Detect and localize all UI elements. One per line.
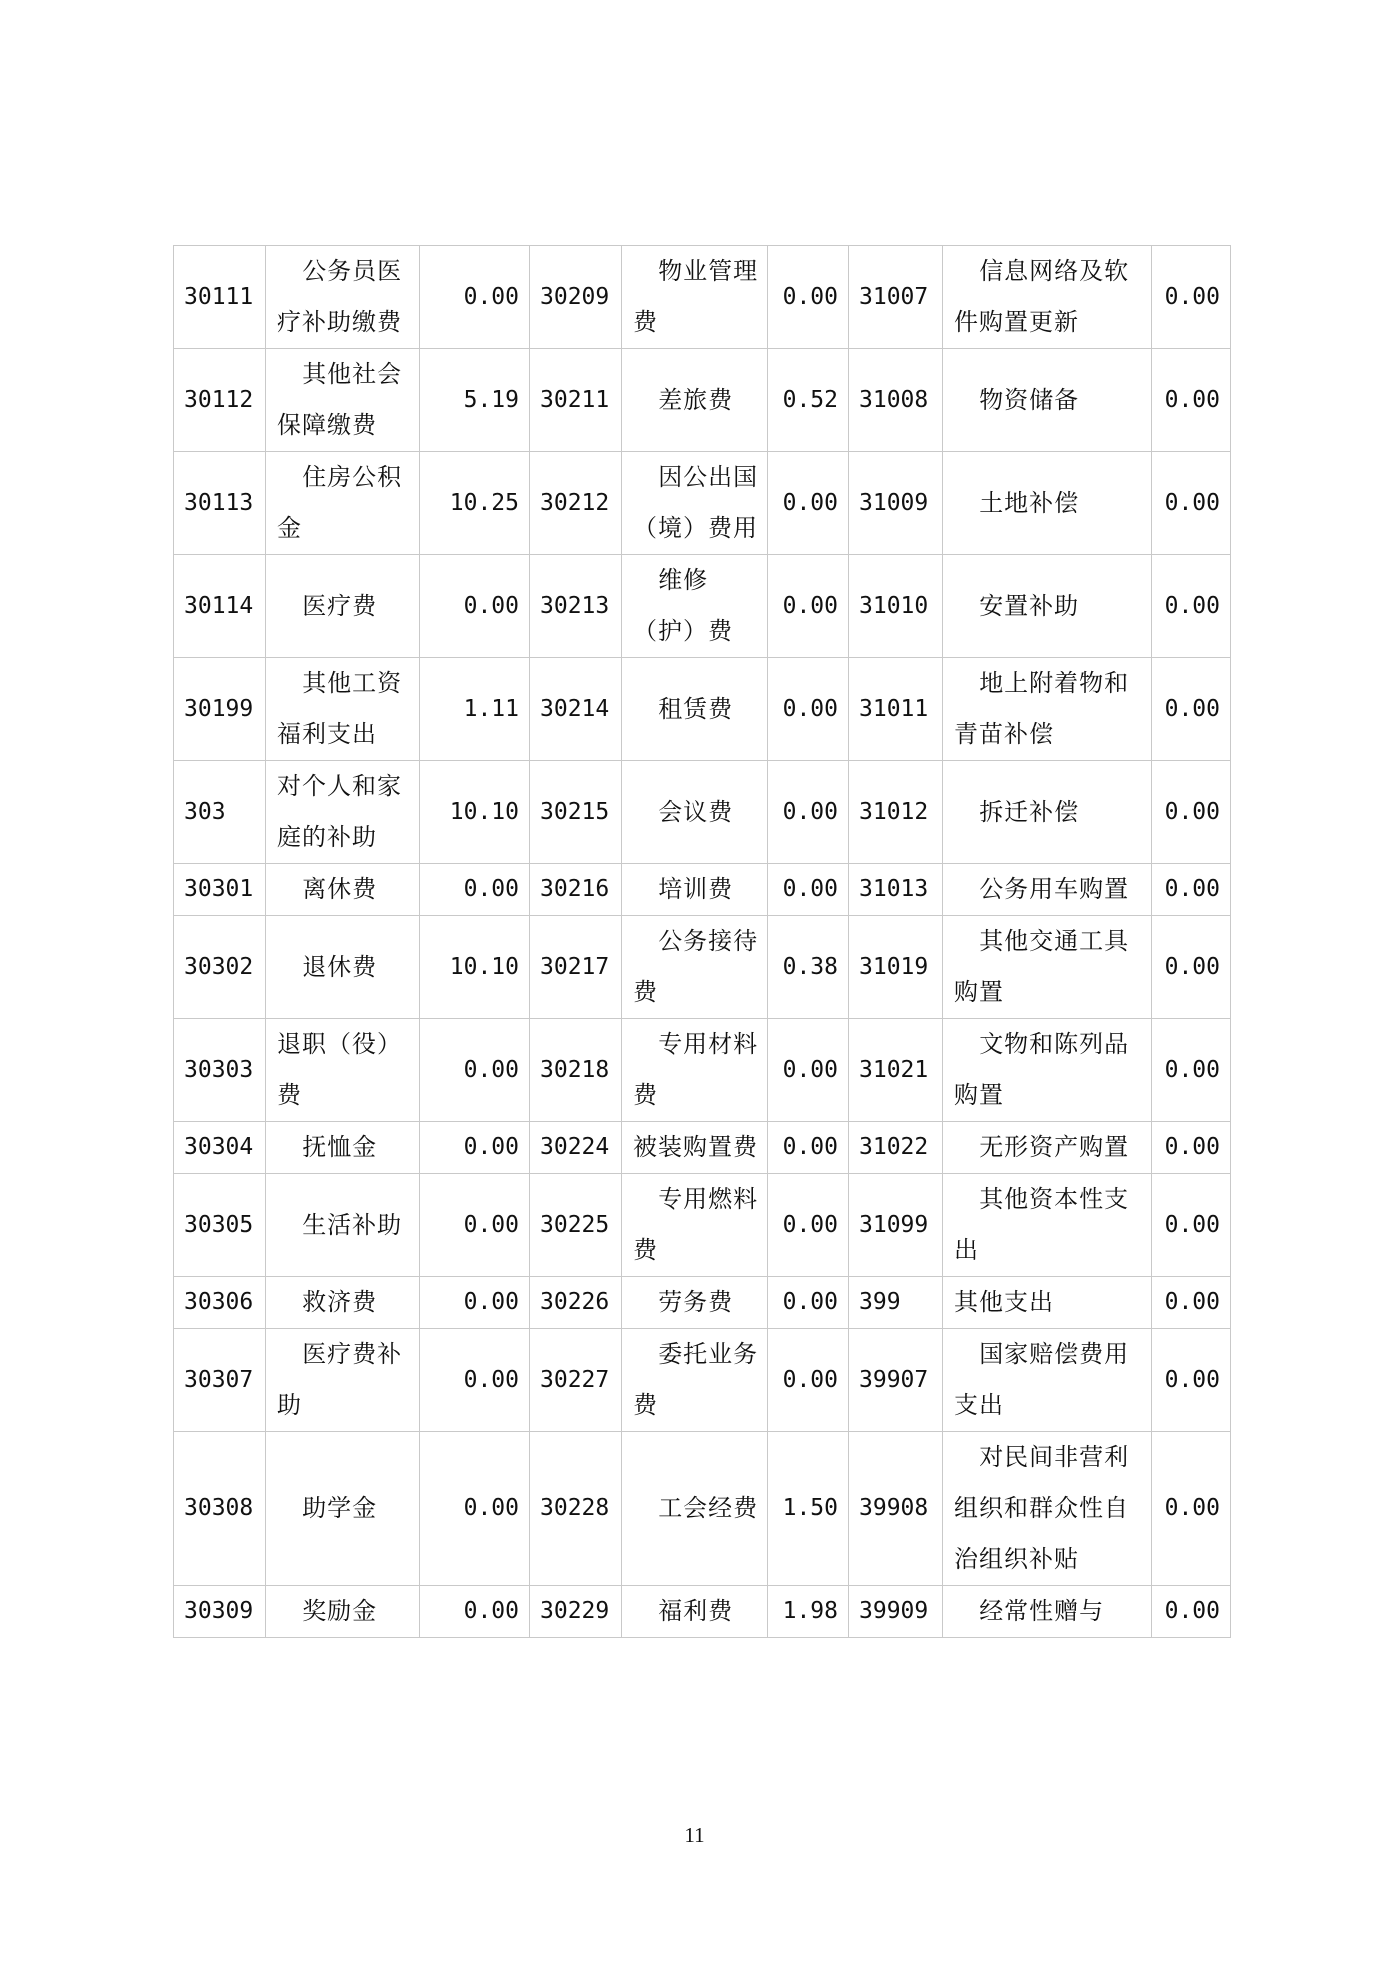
account-code-cell: 399 [849,1277,943,1329]
account-code-cell: 30309 [174,1586,266,1638]
account-name-text: 公务接待费 [633,927,759,1006]
amount-cell: 0.00 [1152,1432,1231,1586]
account-name-cell [943,761,1152,864]
account-name-cell [266,1329,420,1432]
account-code-cell: 30301 [174,864,266,916]
amount-cell: 0.38 [768,916,849,1019]
account-code-cell: 31010 [849,555,943,658]
account-code-cell: 30199 [174,658,266,761]
expenditure-table-container [173,245,1231,1638]
account-name-text: 福利费 [658,1597,734,1625]
amount-cell: 0.00 [768,555,849,658]
account-name-text: 差旅费 [658,385,734,414]
account-name-cell [266,916,420,1019]
account-code-cell: 39909 [849,1586,943,1638]
account-code-cell: 30224 [530,1122,622,1174]
account-name-text: 工会经费 [658,1494,759,1522]
account-name-text: 退职（役）费 [277,1030,402,1109]
account-name-text: 其他交通工具购置 [954,927,1130,1006]
account-code-cell: 30214 [530,658,622,761]
account-name-cell [622,1432,768,1586]
account-name-text: 住房公积金 [277,463,403,542]
amount-cell: 0.00 [1152,658,1231,761]
account-code-cell: 30229 [530,1586,622,1638]
account-name-text: 医疗费 [302,591,378,620]
page-number: 11 [684,1823,705,1847]
amount-cell: 0.00 [420,1329,530,1432]
account-name-text: 信息网络及软件购置更新 [954,257,1130,336]
account-name-cell [943,1432,1152,1586]
account-name-cell [943,1174,1152,1277]
table-row [174,864,1231,916]
account-name-cell [943,246,1152,349]
account-name-cell [943,555,1152,658]
account-name-text: 生活补助 [302,1210,403,1239]
amount-cell: 0.00 [1152,1277,1231,1329]
amount-cell: 0.00 [420,1019,530,1122]
amount-cell: 0.00 [768,658,849,761]
amount-cell: 0.00 [420,1432,530,1586]
account-name-cell [943,452,1152,555]
account-name-cell [622,555,768,658]
amount-cell: 1.11 [420,658,530,761]
account-name-cell [266,452,420,555]
amount-cell: 0.00 [1152,1586,1231,1638]
account-code-cell: 30212 [530,452,622,555]
account-name-cell [622,349,768,452]
account-name-cell [266,1019,420,1122]
account-code-cell: 30308 [174,1432,266,1586]
amount-cell: 0.00 [1152,1329,1231,1432]
account-name-text: 退休费 [302,952,378,981]
table-row [174,1122,1231,1174]
amount-cell: 0.00 [1152,761,1231,864]
account-code-cell: 30304 [174,1122,266,1174]
amount-cell: 0.00 [420,1122,530,1174]
account-name-text: 被装购置费 [633,1133,758,1161]
account-name-cell [622,658,768,761]
amount-cell: 0.00 [768,246,849,349]
account-name-text: 其他社会保障缴费 [277,360,403,439]
account-name-text: 抚恤金 [302,1133,378,1161]
account-name-text: 国家赔偿费用支出 [954,1340,1130,1419]
account-name-text: 租赁费 [658,694,734,723]
table-row [174,349,1231,452]
amount-cell: 0.00 [1152,1122,1231,1174]
account-name-cell [622,1174,768,1277]
amount-cell: 0.00 [1152,864,1231,916]
account-name-cell [266,349,420,452]
account-name-cell [266,864,420,916]
account-name-cell [266,555,420,658]
account-name-cell [622,1122,768,1174]
account-code-cell: 30307 [174,1329,266,1432]
table-row [174,452,1231,555]
table-row [174,1174,1231,1277]
account-name-text: 其他支出 [954,1288,1054,1316]
amount-cell: 0.00 [768,1019,849,1122]
amount-cell: 0.00 [1152,246,1231,349]
account-name-cell [266,1277,420,1329]
account-name-text: 离休费 [302,875,378,903]
account-name-cell [943,658,1152,761]
account-code-cell: 30225 [530,1174,622,1277]
account-code-cell: 30306 [174,1277,266,1329]
account-code-cell: 303 [174,761,266,864]
account-name-text: 专用材料费 [633,1030,759,1109]
expenditure-table [173,245,1231,1638]
amount-cell: 0.00 [1152,452,1231,555]
table-row [174,1277,1231,1329]
amount-cell: 0.52 [768,349,849,452]
account-name-text: 会议费 [658,797,734,826]
amount-cell: 0.00 [768,452,849,555]
account-name-text: 其他资本性支出 [954,1185,1130,1264]
amount-cell: 0.00 [768,1174,849,1277]
account-code-cell: 30217 [530,916,622,1019]
amount-cell: 0.00 [420,246,530,349]
account-name-cell [622,452,768,555]
account-name-text: 对个人和家庭的补助 [277,772,402,851]
account-name-cell [622,1277,768,1329]
account-name-text: 专用燃料费 [633,1185,759,1264]
amount-cell: 10.10 [420,916,530,1019]
account-name-text: 对民间非营利组织和群众性自治组织补贴 [954,1443,1130,1573]
account-name-cell [266,658,420,761]
amount-cell: 0.00 [768,1277,849,1329]
table-row [174,555,1231,658]
table-row [174,1432,1231,1586]
account-name-text: 物资储备 [979,385,1080,414]
account-name-text: 助学金 [302,1494,378,1522]
table-row [174,916,1231,1019]
account-name-text: 拆迁补偿 [979,797,1080,826]
account-code-cell: 30302 [174,916,266,1019]
account-name-text: 救济费 [302,1288,378,1316]
account-name-cell [943,1329,1152,1432]
table-row [174,761,1231,864]
account-code-cell: 31022 [849,1122,943,1174]
account-name-text: 土地补偿 [979,488,1080,517]
account-code-cell: 30216 [530,864,622,916]
account-name-text: 公务员医疗补助缴费 [277,257,403,336]
account-code-cell: 31019 [849,916,943,1019]
account-code-cell: 30228 [530,1432,622,1586]
account-code-cell: 39908 [849,1432,943,1586]
amount-cell: 0.00 [420,1586,530,1638]
table-row [174,246,1231,349]
account-code-cell: 31013 [849,864,943,916]
account-name-cell [266,246,420,349]
account-name-cell [943,349,1152,452]
account-name-text: 奖励金 [302,1597,378,1625]
amount-cell: 5.19 [420,349,530,452]
amount-cell: 10.10 [420,761,530,864]
account-name-cell [266,1586,420,1638]
account-name-cell [266,1122,420,1174]
table-body [174,246,1231,1638]
account-code-cell: 30215 [530,761,622,864]
amount-cell: 0.00 [768,864,849,916]
amount-cell: 0.00 [1152,1174,1231,1277]
amount-cell: 0.00 [768,1122,849,1174]
account-code-cell: 30209 [530,246,622,349]
amount-cell: 0.00 [768,1329,849,1432]
account-name-cell [622,916,768,1019]
table-row [174,658,1231,761]
account-name-cell [266,761,420,864]
account-name-cell [266,1432,420,1586]
account-code-cell: 30211 [530,349,622,452]
amount-cell: 10.25 [420,452,530,555]
account-code-cell: 30227 [530,1329,622,1432]
amount-cell: 0.00 [420,1277,530,1329]
account-name-text: 安置补助 [979,591,1080,620]
account-name-cell [943,864,1152,916]
account-name-cell [943,1277,1152,1329]
account-code-cell: 31007 [849,246,943,349]
amount-cell: 1.50 [768,1432,849,1586]
account-code-cell: 30226 [530,1277,622,1329]
account-code-cell: 30114 [174,555,266,658]
account-name-text: 培训费 [658,875,734,903]
account-name-cell [943,916,1152,1019]
amount-cell: 0.00 [1152,349,1231,452]
amount-cell: 0.00 [1152,555,1231,658]
account-name-text: 公务用车购置 [979,875,1130,903]
account-name-text: 无形资产购置 [979,1133,1130,1161]
account-name-cell [622,1586,768,1638]
account-name-cell [622,1329,768,1432]
account-code-cell: 31011 [849,658,943,761]
account-code-cell: 31021 [849,1019,943,1122]
amount-cell: 0.00 [1152,916,1231,1019]
account-code-cell: 30218 [530,1019,622,1122]
account-code-cell: 30112 [174,349,266,452]
account-name-cell [943,1122,1152,1174]
table-row [174,1019,1231,1122]
account-code-cell: 31012 [849,761,943,864]
account-code-cell: 30303 [174,1019,266,1122]
table-row [174,1329,1231,1432]
amount-cell: 1.98 [768,1586,849,1638]
account-name-cell [266,1174,420,1277]
account-name-cell [622,246,768,349]
account-name-cell [943,1586,1152,1638]
amount-cell: 0.00 [1152,1019,1231,1122]
account-name-text: 物业管理费 [633,257,759,336]
account-name-text: 委托业务费 [633,1340,759,1419]
account-code-cell: 31008 [849,349,943,452]
account-name-text: 因公出国（境）费用 [633,463,759,542]
account-name-text: 维修（护）费 [633,566,733,645]
amount-cell: 0.00 [420,1174,530,1277]
account-code-cell: 31009 [849,452,943,555]
account-name-cell [622,864,768,916]
amount-cell: 0.00 [420,555,530,658]
account-name-text: 其他工资福利支出 [277,669,403,748]
account-name-text: 劳务费 [658,1288,734,1316]
account-name-cell [622,1019,768,1122]
account-code-cell: 30113 [174,452,266,555]
table-row [174,1586,1231,1638]
account-name-text: 医疗费补助 [277,1340,403,1419]
account-code-cell: 30111 [174,246,266,349]
amount-cell: 0.00 [420,864,530,916]
account-code-cell: 31099 [849,1174,943,1277]
account-code-cell: 30305 [174,1174,266,1277]
amount-cell: 0.00 [768,761,849,864]
account-name-cell [943,1019,1152,1122]
account-name-cell [622,761,768,864]
account-name-text: 文物和陈列品购置 [954,1030,1130,1109]
account-name-text: 地上附着物和青苗补偿 [954,669,1130,748]
account-name-text: 经常性赠与 [979,1597,1105,1625]
account-code-cell: 39907 [849,1329,943,1432]
account-code-cell: 30213 [530,555,622,658]
